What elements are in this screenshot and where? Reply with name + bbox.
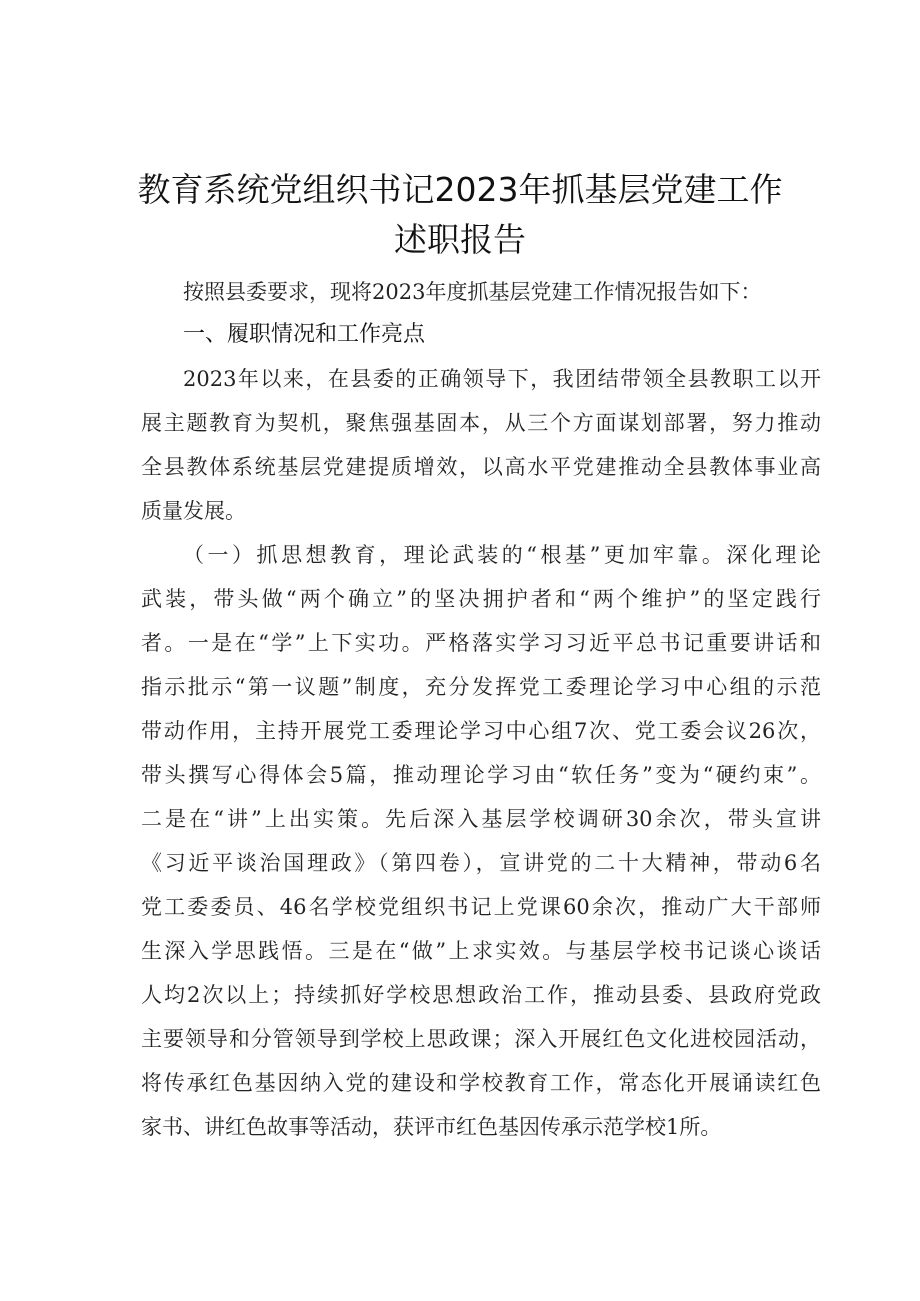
section-heading: 一、履职情况和工作亮点 — [183, 322, 426, 347]
document-title-line-1: 教育系统党组织书记2023年抓基层党建工作 — [137, 170, 783, 209]
intro-paragraph: 按照县委要求，现将2023年度抓基层党建工作情况报告如下： — [183, 280, 762, 304]
paragraph-2-line: 党工委委员、46名学校党组织书记上党课60余次，推动广大干部师 — [141, 895, 821, 919]
paragraph-2-line: 指示批示“第一议题”制度，充分发挥党工委理论学习中心组的示范 — [141, 675, 821, 699]
paragraph-2-line: 生深入学思践悟。三是在“做”上求实效。与基层学校书记谈心谈话 — [141, 939, 821, 963]
paragraph-2-line: 二是在“讲”上出实策。先后深入基层学校调研30余次，带头宣讲 — [141, 807, 821, 831]
paragraph-2-line: 人均2次以上；持续抓好学校思想政治工作，推动县委、县政府党政 — [141, 983, 821, 1007]
document-title-line-2: 述职报告 — [394, 220, 526, 259]
paragraph-2-line: 带头撰写心得体会5篇，推动理论学习由“软任务”变为“硬约束”。 — [141, 763, 821, 787]
paragraph-2-line: （一）抓思想教育，理论武装的“根基”更加牢靠。深化理论 — [183, 543, 821, 567]
paragraph-2-line: 武装，带头做“两个确立”的坚决拥护者和“两个维护”的坚定践行 — [141, 587, 821, 611]
paragraph-1-line: 质量发展。 — [141, 499, 246, 523]
paragraph-2-line: 《习近平谈治国理政》（第四卷），宣讲党的二十大精神，带动6名 — [141, 851, 821, 875]
paragraph-2-line: 主要领导和分管领导到学校上思政课；深入开展红色文化进校园活动， — [141, 1027, 821, 1051]
paragraph-2-line: 带动作用，主持开展党工委理论学习中心组7次、党工委会议26次， — [141, 719, 821, 743]
paragraph-2-line: 将传承红色基因纳入党的建设和学校教育工作，常态化开展诵读红色 — [141, 1071, 821, 1095]
paragraph-1-line: 全县教体系统基层党建提质增效，以高水平党建推动全县教体事业高 — [141, 455, 821, 479]
paragraph-2-line: 家书、讲红色故事等活动，获评市红色基因传承示范学校1所。 — [141, 1115, 722, 1139]
paragraph-1-line: 2023年以来，在县委的正确领导下，我团结带领全县教职工以开 — [183, 367, 821, 391]
paragraph-2-line: 者。一是在“学”上下实功。严格落实学习习近平总书记重要讲话和 — [141, 631, 821, 655]
paragraph-1-line: 展主题教育为契机，聚焦强基固本，从三个方面谋划部署，努力推动 — [141, 411, 821, 435]
